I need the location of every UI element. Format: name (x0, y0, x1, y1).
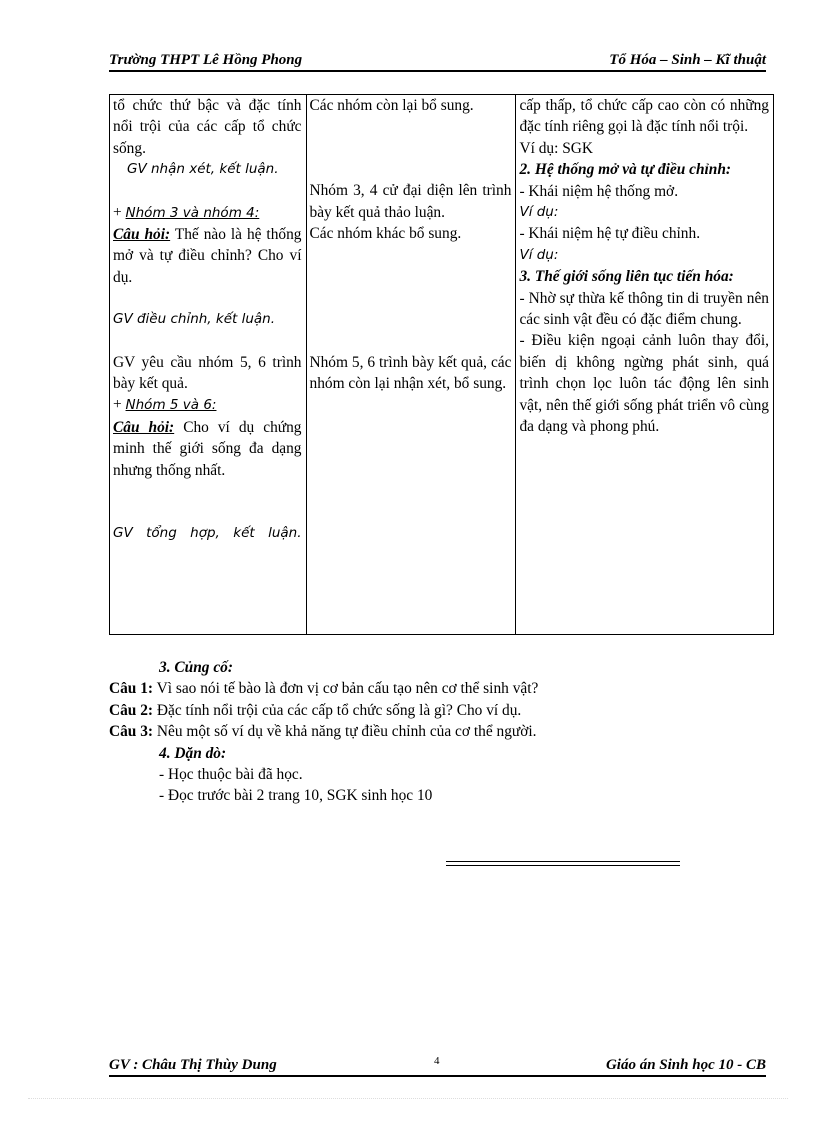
content-text-4: Ví dụ: (519, 204, 559, 221)
question-1: Câu 1: Vì sao nói tế bào là đơn vị cơ bản cấu tạo nên cơ thể sinh vật? (109, 680, 539, 698)
student-activity-cell (306, 95, 516, 635)
group-3-4-heading: + Nhóm 3 và nhóm 4: (113, 203, 260, 221)
consolidation-heading: 3. Củng cố: (159, 659, 233, 676)
content-text-5: - Khái niệm hệ tự điều chỉnh. (519, 225, 701, 243)
teacher-text-4: GV yêu cầu nhóm 5, 6 trình bày kết quả. (113, 353, 302, 393)
homework-heading: 4. Dặn dò: (159, 744, 227, 762)
page-footer (109, 1055, 766, 1077)
content-text-7: - Nhờ sự thừa kế thông tin di truyền nên các sinh vật đều có đặc điểm chung. (519, 289, 769, 329)
teacher-text-3: GV điều chỉnh, kết luận. (113, 311, 276, 328)
content-text-2: Ví dụ: SGK (519, 139, 593, 157)
content-text-3: - Khái niệm hệ thống mở. (519, 182, 679, 200)
page-number: 4 (434, 1055, 440, 1067)
teacher-name: GV : Châu Thị Thùy Dung (109, 1057, 277, 1073)
content-cell (516, 95, 774, 635)
teacher-activity-cell (110, 95, 307, 635)
group-3-4-question: Câu hỏi: Thế nào là hệ thống mở và tự điều chỉnh? Cho ví dụ. (113, 226, 302, 286)
content-text-6: Ví dụ: (519, 246, 559, 263)
content-heading-3: 3. Thế giới sống liên tục tiến hóa: (519, 268, 734, 286)
group-5-6-question: Câu hỏi: Cho ví dụ chứng minh thế giới sống đa dạng nhưng thống nhất. (113, 418, 302, 479)
subject-name: Giáo án Sinh học 10 - CB (605, 1057, 766, 1073)
student-text-3: Các nhóm khác bổ sung. (309, 225, 462, 243)
lesson-table (109, 94, 774, 635)
question-3: Câu 3: Nêu một số ví dụ về khả năng tự điều chỉnh của cơ thể người. (109, 723, 537, 741)
summary-section (109, 657, 769, 807)
content-text-8: - Điều kiện ngoại cảnh luôn thay đổi, biến dị không ngừng phát sinh, quá trình chọn lọc luôn tác động lên sinh vật, nên thế giới sống phát triển vô cùng đa dạng và phong phú. (519, 332, 769, 436)
student-text-1: Các nhóm còn lại bổ sung. (309, 97, 474, 114)
question-2: Câu 2: Đặc tính nổi trội của các cấp tổ chức sống là gì? Cho ví dụ. (109, 701, 522, 719)
school-name: Trường THPT Lê Hồng Phong (109, 52, 303, 68)
teacher-text-5: GV tổng hợp, kết luận. (113, 525, 302, 542)
content-text-1: cấp thấp, tổ chức cấp cao còn có những đặc tính riêng gọi là đặc tính nổi trội. (519, 97, 769, 136)
group-5-6-heading: + Nhóm 5 và 6: (113, 396, 217, 414)
homework-item-2: - Đọc trước bài 2 trang 10, SGK sinh học 10 (159, 787, 433, 805)
page-header (109, 50, 766, 72)
teacher-text-2: GV nhận xét, kết luận. (127, 161, 279, 178)
end-divider (446, 861, 680, 866)
homework-item-1: - Học thuộc bài đã học. (159, 766, 303, 784)
teacher-text-1: tổ chức thứ bậc và đặc tính nổi trội của các cấp tổ chức sống. (113, 97, 302, 157)
student-text-4: Nhóm 5, 6 trình bày kết quả, các nhóm còn lại nhận xét, bổ sung. (309, 353, 512, 393)
department-name: Tổ Hóa – Sinh – Kĩ thuật (609, 52, 766, 68)
table-row (110, 95, 774, 635)
content-heading-2: 2. Hệ thống mở và tự điều chỉnh: (519, 161, 732, 179)
student-text-2: Nhóm 3, 4 cử đại diện lên trình bày kết quả thảo luận. (309, 182, 512, 221)
page-edge-line (28, 1098, 788, 1099)
